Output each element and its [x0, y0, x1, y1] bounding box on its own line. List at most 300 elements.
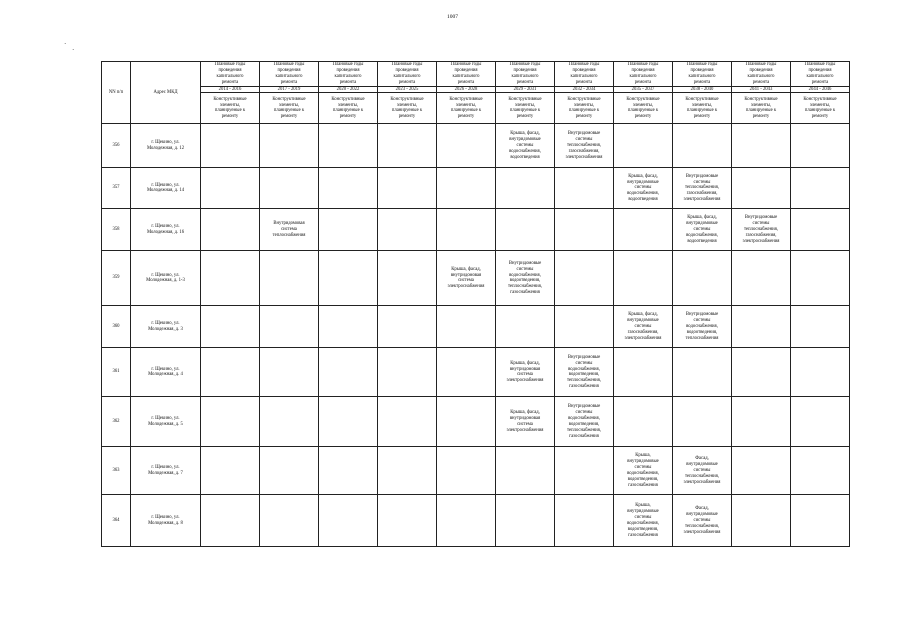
empty-cell	[791, 251, 850, 306]
header-text: капитального	[629, 73, 657, 79]
empty-cell	[378, 124, 437, 168]
header-text: проведения	[749, 67, 773, 73]
cell-text: газоснабжения,	[568, 148, 600, 154]
cell-text: теплоснабжения	[272, 232, 306, 238]
repair-elements-cell	[555, 124, 614, 168]
cell-text: газоснабжения	[628, 482, 658, 488]
header-text: ремонта	[634, 79, 652, 85]
cell-text: водоснабжения,	[509, 148, 541, 154]
subheader-text: Конструктивные	[685, 96, 719, 102]
empty-cell	[791, 447, 850, 495]
header-text: Плановые годы	[804, 62, 836, 67]
header-text: ремонта	[280, 79, 298, 85]
cell-text: Внутридомовые	[508, 260, 542, 266]
empty-cell	[378, 495, 437, 547]
table-row	[102, 495, 850, 547]
empty-cell	[437, 397, 496, 447]
row-address	[131, 168, 201, 209]
subheader-text: планируемые к	[627, 108, 659, 114]
empty-cell	[555, 209, 614, 251]
subheader-text: Конструктивные	[449, 96, 483, 102]
header-text: капитального	[393, 73, 421, 79]
empty-cell	[614, 124, 673, 168]
cell-text: Внутридомовые	[567, 404, 601, 410]
address-line: Молодежная, д. 5	[148, 421, 183, 427]
empty-cell	[378, 209, 437, 251]
row-address	[131, 209, 201, 251]
subheader-text: Конструктивные	[508, 96, 542, 102]
address-line: г. Щекино, ул.	[151, 272, 180, 278]
cell-text: электроснабжения	[742, 238, 780, 244]
cell-text: Фасад,	[695, 456, 709, 462]
row-address	[131, 124, 201, 168]
cell-text: внутридомовые	[627, 459, 659, 465]
period-years: 2032 - 2034	[555, 86, 613, 93]
column-header-period	[260, 62, 319, 93]
empty-cell	[791, 209, 850, 251]
cell-text: теплоснабжения,	[567, 378, 601, 384]
column-header-period	[201, 62, 260, 93]
header-text: ремонта	[693, 79, 711, 85]
header-text: Плановые годы	[686, 62, 718, 67]
cell-text: водоснабжения,	[627, 520, 659, 526]
cell-text: электроснабжения	[683, 197, 721, 203]
cell-text: газоснабжения	[628, 532, 658, 538]
cell-text: электроснабжения	[506, 427, 544, 433]
address-line: г. Щекино, ул.	[151, 321, 180, 326]
cell-text: Крыша, фасад,	[628, 173, 658, 179]
empty-cell	[260, 495, 319, 547]
page-number: 1007	[447, 14, 458, 20]
subheader-text: ремонту	[221, 114, 239, 120]
empty-cell	[437, 495, 496, 547]
empty-cell	[555, 495, 614, 547]
subheader-text: ремонту	[339, 114, 357, 120]
repair-elements-cell	[673, 306, 732, 348]
empty-cell	[791, 124, 850, 168]
empty-cell	[437, 209, 496, 251]
cell-text: электроснабжения	[683, 479, 721, 485]
header-text: проведения	[218, 67, 242, 73]
row-number: 357	[102, 168, 131, 209]
subheader-text: Конструктивные	[567, 96, 601, 102]
cell-text: водоснабжения,	[568, 416, 600, 421]
empty-cell	[201, 251, 260, 306]
empty-cell	[614, 348, 673, 397]
subheader-text: Конструктивные	[803, 96, 837, 102]
empty-cell	[201, 447, 260, 495]
cell-text: электроснабжения	[506, 378, 544, 384]
period-years: 2020 - 2022	[319, 86, 377, 93]
cell-text: Внутридомовые	[685, 173, 719, 179]
row-address	[131, 495, 201, 547]
empty-cell	[260, 124, 319, 168]
subheader-text: ремонту	[398, 114, 416, 120]
column-subheader-elements	[260, 93, 319, 124]
cell-text: внутридомовые	[686, 512, 718, 518]
cell-text: внутридомовая	[509, 366, 541, 372]
cell-text: теплоснабжения,	[508, 284, 542, 290]
subheader-text: планируемые к	[745, 108, 777, 114]
address-line: Молодежная, д. 3	[148, 326, 183, 332]
empty-cell	[496, 447, 555, 495]
column-header-period	[555, 62, 614, 93]
header-row	[102, 62, 850, 93]
cell-text: системы	[693, 318, 711, 324]
table-row	[102, 124, 850, 168]
address-line: Молодежная, д. 14	[146, 188, 185, 194]
empty-cell	[732, 447, 791, 495]
row-number: 360	[102, 306, 131, 348]
subheader-text: элементы,	[809, 102, 831, 108]
header-text: проведения	[395, 67, 419, 73]
cell-text: газоснабжения,	[686, 191, 718, 197]
empty-cell	[732, 348, 791, 397]
header-text: Плановые годы	[214, 62, 246, 67]
column-subheader-elements	[496, 93, 555, 124]
header-text: Плановые годы	[450, 62, 482, 67]
cell-text: внутридомовые	[686, 221, 718, 227]
empty-cell	[319, 251, 378, 306]
cell-text: системы	[693, 467, 711, 473]
repair-elements-cell	[673, 495, 732, 547]
cell-text: системы	[634, 465, 652, 470]
empty-cell	[673, 124, 732, 168]
empty-cell	[319, 168, 378, 209]
cell-text: электроснабжения	[683, 529, 721, 535]
column-subheader-elements	[437, 93, 496, 124]
subheader-text: планируемые к	[214, 108, 246, 114]
subheader-text: ремонту	[575, 114, 593, 120]
empty-cell	[555, 168, 614, 209]
cell-text: водоснабжения,	[686, 323, 718, 329]
repair-elements-cell	[614, 306, 673, 348]
cell-text: внутридомовые	[627, 509, 659, 515]
cell-text: системы	[693, 517, 711, 523]
repair-elements-cell	[555, 348, 614, 397]
cell-text: водоотведения,	[627, 526, 659, 532]
header-text: ремонта	[575, 79, 593, 85]
repair-elements-cell	[673, 168, 732, 209]
subheader-text: ремонту	[811, 114, 829, 120]
cell-text: Крыша,	[635, 453, 651, 459]
column-header-address: Адрес МКД	[131, 62, 201, 124]
row-number: 361	[102, 348, 131, 397]
cell-text: системы	[752, 221, 770, 227]
capital-repair-schedule-table	[101, 61, 850, 547]
cell-text: Внутридомовая	[273, 221, 305, 227]
header-text: Плановые годы	[273, 62, 305, 67]
cell-text: системы	[575, 360, 593, 366]
header-text: ремонта	[339, 79, 357, 85]
empty-cell	[260, 447, 319, 495]
cell-text: электроснабжения	[624, 335, 662, 341]
cell-text: водоснабжения,	[568, 366, 600, 372]
column-subheader-elements	[732, 93, 791, 124]
empty-cell	[673, 397, 732, 447]
cell-text: Крыша,	[635, 503, 651, 509]
subheader-text: элементы,	[396, 102, 418, 108]
empty-cell	[732, 495, 791, 547]
empty-cell	[496, 168, 555, 209]
cell-text: система	[517, 372, 533, 378]
cell-text: водоотведения,	[509, 278, 541, 284]
subheader-text: ремонту	[693, 114, 711, 120]
cell-text: системы	[516, 266, 534, 272]
subheader-text: элементы,	[691, 102, 713, 108]
subheader-text: ремонту	[516, 114, 534, 120]
empty-cell	[496, 209, 555, 251]
table-row	[102, 251, 850, 306]
empty-cell	[614, 209, 673, 251]
empty-cell	[614, 397, 673, 447]
row-number: 364	[102, 495, 131, 547]
empty-cell	[437, 124, 496, 168]
empty-cell	[319, 124, 378, 168]
cell-text: теплоснабжения,	[685, 185, 719, 191]
cell-text: системы	[634, 323, 652, 329]
cell-text: система	[458, 278, 474, 284]
empty-cell	[555, 447, 614, 495]
column-subheader-elements	[555, 93, 614, 124]
header-text: ремонта	[398, 79, 416, 85]
header-text: проведения	[631, 67, 655, 73]
row-number: 356	[102, 124, 131, 168]
header-text: капитального	[275, 73, 303, 79]
period-years: 2041 - 2043	[732, 86, 790, 93]
empty-cell	[437, 348, 496, 397]
repair-elements-cell	[673, 447, 732, 495]
cell-text: теплоснабжения,	[685, 473, 719, 479]
row-address	[131, 397, 201, 447]
column-header-number: NN п/п	[102, 62, 131, 124]
subheader-text: планируемые к	[273, 108, 305, 114]
subheader-text: элементы,	[455, 102, 477, 108]
cell-text: внутридомовая	[509, 416, 541, 421]
cell-text: внутридомовая	[450, 272, 482, 278]
empty-cell	[319, 209, 378, 251]
repair-elements-cell	[496, 124, 555, 168]
period-years: 2044 - 2046	[791, 86, 849, 93]
header-text: Плановые годы	[627, 62, 659, 67]
cell-text: Крыша, фасад,	[628, 312, 658, 318]
cell-text: водоотведения,	[568, 372, 600, 378]
subheader-text: элементы,	[278, 102, 300, 108]
table-row	[102, 209, 850, 251]
cell-text: водоотведения	[687, 238, 717, 244]
subheader-text: ремонту	[752, 114, 770, 120]
column-header-period	[791, 62, 850, 93]
repair-elements-cell	[732, 209, 791, 251]
empty-cell	[732, 168, 791, 209]
empty-cell	[201, 495, 260, 547]
empty-cell	[378, 447, 437, 495]
subheader-text: Конструктивные	[213, 96, 247, 102]
row-address	[131, 251, 201, 306]
header-text: проведения	[277, 67, 301, 73]
row-number: 362	[102, 397, 131, 447]
row-number: 363	[102, 447, 131, 495]
cell-text: внутридомовые	[509, 137, 541, 143]
row-number: 358	[102, 209, 131, 251]
address-line: Молодежная, д. 12	[146, 145, 185, 151]
cell-text: системы	[693, 179, 711, 185]
header-text: проведения	[454, 67, 478, 73]
header-text: Плановые годы	[332, 62, 364, 67]
header-text: капитального	[216, 73, 244, 79]
subheader-text: элементы,	[750, 102, 772, 108]
empty-cell	[791, 168, 850, 209]
scan-speck: ·	[64, 40, 67, 48]
column-subheader-elements	[791, 93, 850, 124]
address-line: г. Щекино, ул.	[151, 465, 180, 470]
cell-text: водоснабжения,	[686, 232, 718, 238]
repair-elements-cell	[437, 251, 496, 306]
subheader-text: элементы,	[337, 102, 359, 108]
header-text: Плановые годы	[391, 62, 423, 67]
empty-cell	[260, 251, 319, 306]
cell-text: внутридомовые	[686, 462, 718, 468]
empty-cell	[732, 124, 791, 168]
table-row	[102, 306, 850, 348]
cell-text: внутридомовые	[627, 179, 659, 185]
row-address	[131, 447, 201, 495]
header-text: проведения	[808, 67, 832, 73]
subheader-text: Конструктивные	[626, 96, 660, 102]
subheader-text: Конструктивные	[331, 96, 365, 102]
empty-cell	[319, 306, 378, 348]
column-header-period	[319, 62, 378, 93]
cell-text: Крыша, фасад,	[510, 131, 540, 137]
empty-cell	[437, 168, 496, 209]
cell-text: Внутридомовые	[744, 215, 778, 221]
cell-text: водоснабжения,	[627, 470, 659, 476]
empty-cell	[791, 348, 850, 397]
empty-cell	[437, 447, 496, 495]
subheader-text: планируемые к	[450, 108, 482, 114]
cell-text: теплоснабжения,	[567, 427, 601, 433]
header-text: Плановые годы	[568, 62, 600, 67]
empty-cell	[437, 306, 496, 348]
cell-text: электроснабжения	[565, 154, 603, 160]
header-text: проведения	[572, 67, 596, 73]
subheader-text: планируемые к	[568, 108, 600, 114]
cell-text: Внутридомовые	[685, 312, 719, 318]
header-text: Плановые годы	[509, 62, 541, 67]
cell-text: теплоснабжения,	[744, 226, 778, 232]
address-line: г. Щекино, ул.	[151, 416, 180, 421]
row-number: 359	[102, 251, 131, 306]
column-subheader-elements	[201, 93, 260, 124]
repair-elements-cell	[496, 251, 555, 306]
empty-cell	[496, 495, 555, 547]
cell-text: водоотведения,	[627, 476, 659, 482]
column-subheader-elements	[614, 93, 673, 124]
period-years: 2035 - 2037	[614, 86, 672, 93]
empty-cell	[260, 168, 319, 209]
empty-cell	[673, 348, 732, 397]
cell-text: системы	[634, 515, 652, 520]
subheader-text: планируемые к	[391, 108, 423, 114]
column-subheader-elements	[378, 93, 437, 124]
subheader-text: ремонту	[634, 114, 652, 120]
cell-text: газоснабжения	[510, 290, 540, 296]
header-text: капитального	[334, 73, 362, 79]
header-text: проведения	[513, 67, 537, 73]
address-line: Молодежная, д. 8	[148, 520, 183, 526]
address-line: г. Щекино, ул.	[151, 140, 180, 145]
cell-text: теплоснабжения	[685, 335, 719, 341]
cell-text: Фасад,	[695, 506, 709, 512]
empty-cell	[555, 251, 614, 306]
cell-text: водоотведения	[510, 154, 540, 160]
subheader-text: планируемые к	[509, 108, 541, 114]
empty-cell	[201, 209, 260, 251]
cell-text: системы	[575, 410, 593, 416]
empty-cell	[791, 495, 850, 547]
period-years: 2017 - 2019	[260, 86, 318, 93]
empty-cell	[201, 124, 260, 168]
table-row	[102, 397, 850, 447]
subheader-text: планируемые к	[804, 108, 836, 114]
empty-cell	[260, 348, 319, 397]
address-line: Молодежная, д. 1-3	[146, 278, 185, 284]
cell-text: системы	[634, 185, 652, 191]
empty-cell	[791, 306, 850, 348]
empty-cell	[201, 348, 260, 397]
address-line: Молодежная, д. 4	[148, 372, 183, 378]
empty-cell	[319, 397, 378, 447]
cell-text: Внутридомовые	[567, 131, 601, 137]
header-text: проведения	[336, 67, 360, 73]
header-text: капитального	[747, 73, 775, 79]
period-years: 2014 - 2016	[201, 86, 259, 93]
header-text: ремонта	[811, 79, 829, 85]
header-text: Плановые годы	[745, 62, 777, 67]
period-years: 2038 - 2040	[673, 86, 731, 93]
cell-text: теплоснабжения,	[685, 523, 719, 529]
empty-cell	[319, 495, 378, 547]
column-header-period	[732, 62, 791, 93]
header-text: капитального	[452, 73, 480, 79]
repair-elements-cell	[496, 397, 555, 447]
cell-text: водоотведения,	[686, 329, 718, 335]
header-text: капитального	[806, 73, 834, 79]
empty-cell	[732, 397, 791, 447]
repair-elements-cell	[260, 209, 319, 251]
period-years: 2023 - 2025	[378, 86, 436, 93]
cell-text: Внутридомовые	[567, 354, 601, 360]
empty-cell	[555, 306, 614, 348]
scan-speck: ·	[72, 46, 75, 54]
cell-text: водоотведения	[628, 197, 658, 203]
cell-text: системы	[575, 137, 593, 143]
subheader-text: Конструктивные	[390, 96, 424, 102]
empty-cell	[319, 348, 378, 397]
empty-cell	[673, 251, 732, 306]
repair-elements-cell	[673, 209, 732, 251]
cell-text: теплоснабжения,	[567, 142, 601, 148]
subheader-text: планируемые к	[686, 108, 718, 114]
column-subheader-elements	[319, 93, 378, 124]
cell-text: газоснабжения	[569, 433, 599, 439]
table-row	[102, 348, 850, 397]
empty-cell	[378, 168, 437, 209]
header-text: ремонта	[221, 79, 239, 85]
address-line: г. Щекино, ул.	[151, 182, 180, 188]
subheader-text: элементы,	[573, 102, 595, 108]
empty-cell	[614, 251, 673, 306]
